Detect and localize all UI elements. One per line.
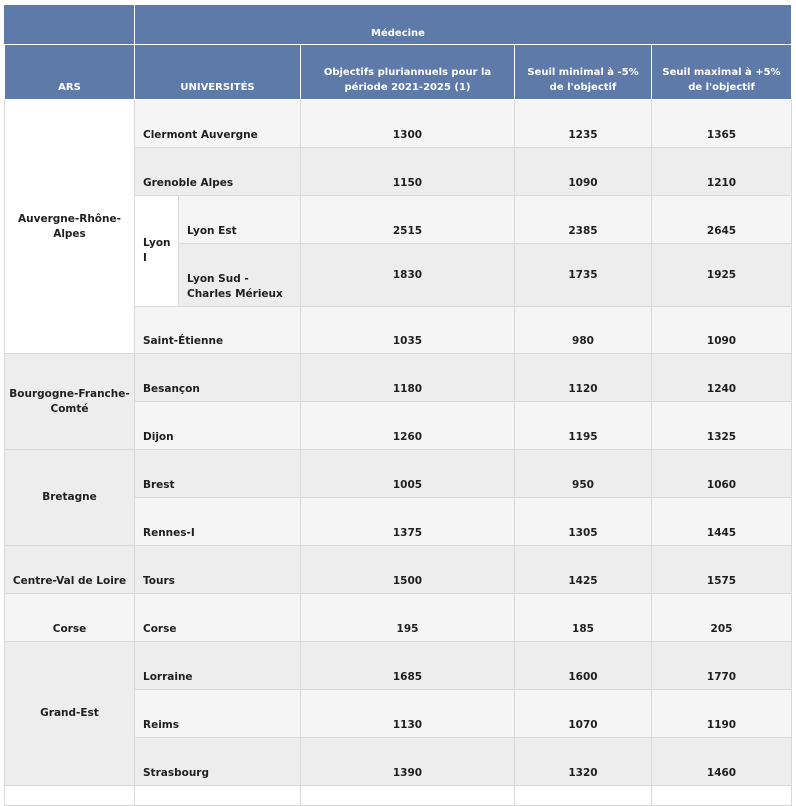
region-cell: Bretagne	[5, 450, 135, 546]
university-cell: Lyon Sud - Charles Mérieux	[179, 244, 301, 307]
table-row	[5, 450, 792, 498]
university-cell: Reims	[135, 690, 301, 738]
table-row	[5, 594, 792, 642]
objective-cell: 1130	[301, 690, 515, 738]
objective-cell: 1500	[301, 546, 515, 594]
region-cell: Auvergne-Rhône-Alpes	[5, 100, 135, 354]
table-row	[5, 100, 792, 148]
objective-cell: 1005	[301, 450, 515, 498]
min-threshold-cell: 1320	[515, 738, 652, 786]
min-threshold-cell: 185	[515, 594, 652, 642]
university-cell: Besançon	[135, 354, 301, 402]
objective-cell: 2515	[301, 196, 515, 244]
max-threshold-cell: 1325	[652, 402, 792, 450]
region-cell: Centre-Val de Loire	[5, 546, 135, 594]
min-threshold-cell: 1195	[515, 402, 652, 450]
region-cell: Corse	[5, 594, 135, 642]
objective-cell: 1390	[301, 738, 515, 786]
col-header-ars: ARS	[5, 45, 135, 100]
university-cell: Corse	[135, 594, 301, 642]
university-objectives-table	[4, 5, 792, 806]
max-threshold-cell: 1770	[652, 642, 792, 690]
col-header-max-threshold: Seuil maximal à +5% de l'objectif	[652, 45, 792, 100]
col-header-min-threshold: Seuil minimal à -5% de l'objectif	[515, 45, 652, 100]
objective-cell: 1150	[301, 148, 515, 196]
university-cell: Lorraine	[135, 642, 301, 690]
max-threshold-cell: 1445	[652, 498, 792, 546]
min-threshold-cell: 1735	[515, 244, 652, 307]
objective-cell: 1260	[301, 402, 515, 450]
max-threshold-cell: 1460	[652, 738, 792, 786]
max-threshold-cell: 1925	[652, 244, 792, 307]
max-threshold-cell: 1240	[652, 354, 792, 402]
university-cell: Dijon	[135, 402, 301, 450]
objective-cell: 1685	[301, 642, 515, 690]
min-threshold-cell: 950	[515, 450, 652, 498]
col-header-universities: UNIVERSITÉS	[135, 45, 301, 100]
min-threshold-cell: 1120	[515, 354, 652, 402]
university-cell: Lyon Est	[179, 196, 301, 244]
max-threshold-cell: 1365	[652, 100, 792, 148]
objective-cell: 1300	[301, 100, 515, 148]
max-threshold-cell: 1090	[652, 307, 792, 354]
objective-cell: 1180	[301, 354, 515, 402]
header-row-section	[5, 6, 792, 45]
col-header-objectives: Objectifs pluriannuels pour la période 2021-2025 (1)	[301, 45, 515, 100]
lyon-group-cell: Lyon I	[135, 196, 179, 307]
min-threshold-cell: 1600	[515, 642, 652, 690]
objective-cell: 195	[301, 594, 515, 642]
objective-cell: 1375	[301, 498, 515, 546]
max-threshold-cell: 2645	[652, 196, 792, 244]
university-cell: Tours	[135, 546, 301, 594]
max-threshold-cell: 1060	[652, 450, 792, 498]
max-threshold-cell: 1210	[652, 148, 792, 196]
min-threshold-cell: 1070	[515, 690, 652, 738]
university-cell: Saint-Étienne	[135, 307, 301, 354]
table-row	[5, 354, 792, 402]
university-cell: Clermont Auvergne	[135, 100, 301, 148]
table-row	[5, 642, 792, 690]
region-cell: Bourgogne-Franche-Comté	[5, 354, 135, 450]
objective-cell: 1830	[301, 244, 515, 307]
objective-cell: 1035	[301, 307, 515, 354]
table-row	[5, 546, 792, 594]
min-threshold-cell: 980	[515, 307, 652, 354]
university-cell: Grenoble Alpes	[135, 148, 301, 196]
university-cell: Rennes-I	[135, 498, 301, 546]
max-threshold-cell: 1190	[652, 690, 792, 738]
min-threshold-cell: 1090	[515, 148, 652, 196]
max-threshold-cell: 1575	[652, 546, 792, 594]
min-threshold-cell: 1235	[515, 100, 652, 148]
min-threshold-cell: 1305	[515, 498, 652, 546]
university-cell: Brest	[135, 450, 301, 498]
university-cell: Strasbourg	[135, 738, 301, 786]
region-cell: Grand-Est	[5, 642, 135, 786]
max-threshold-cell: 205	[652, 594, 792, 642]
header-row-columns	[5, 45, 792, 100]
min-threshold-cell: 1425	[515, 546, 652, 594]
min-threshold-cell: 2385	[515, 196, 652, 244]
section-title: Médecine	[135, 6, 792, 45]
